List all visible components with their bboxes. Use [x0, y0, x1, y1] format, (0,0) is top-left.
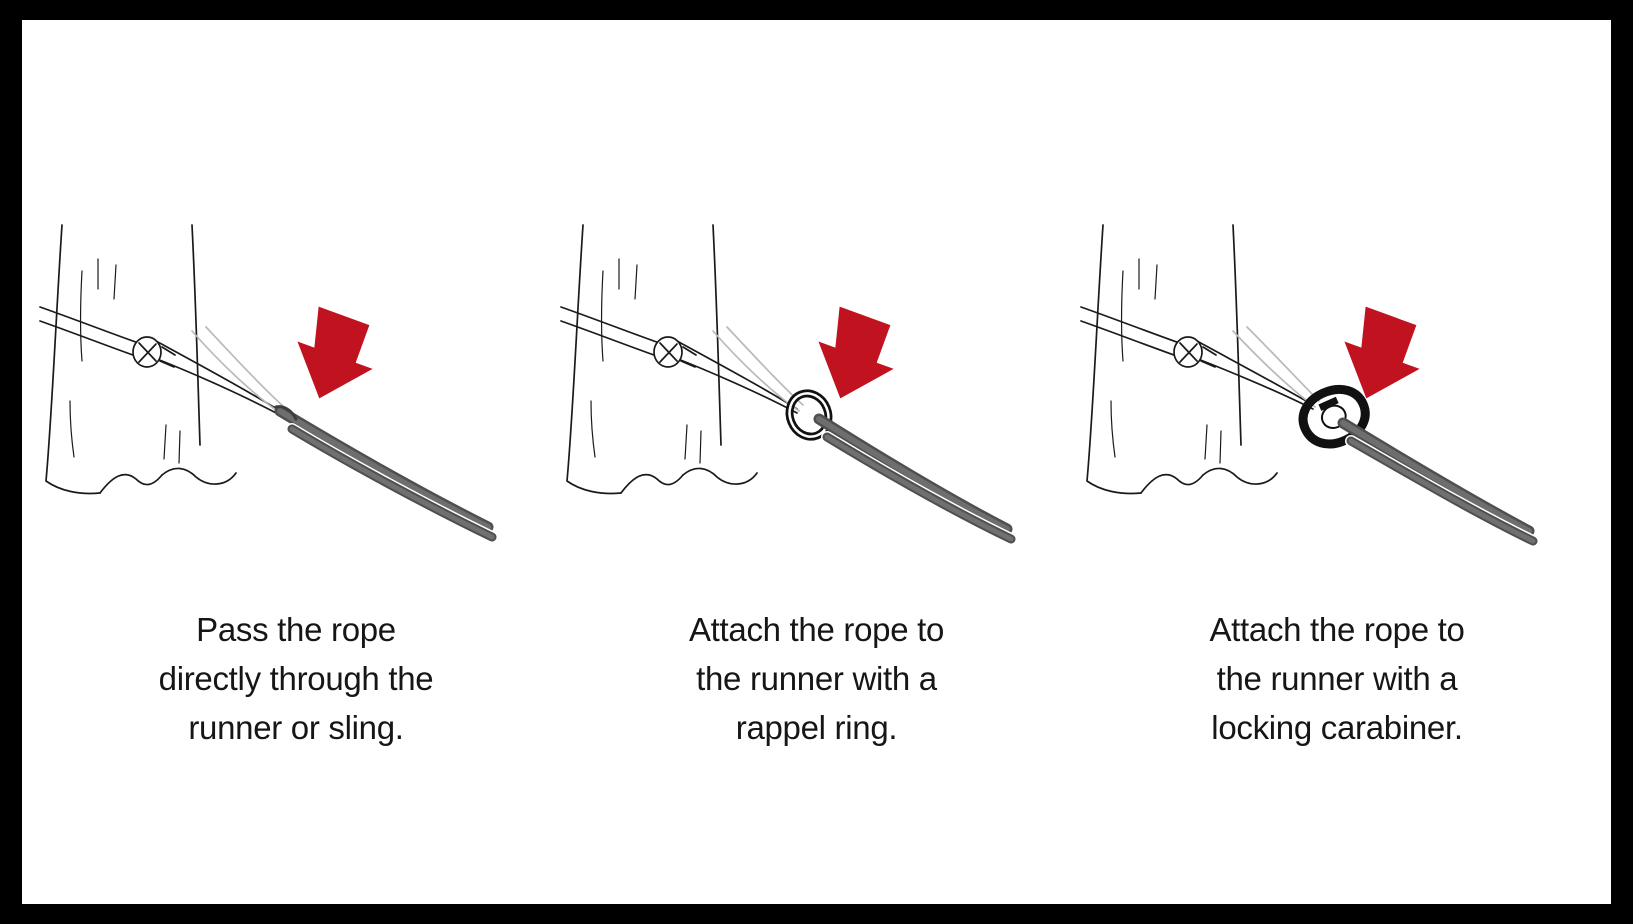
panel-3: [1081, 20, 1593, 904]
caption-line: Attach the rope to: [688, 611, 945, 648]
caption-line: rappel ring.: [735, 709, 898, 746]
caption-line: directly through the: [158, 660, 434, 697]
panel-3-caption: [1081, 605, 1593, 752]
figure-canvas: [22, 20, 1611, 904]
panel-1: [40, 20, 552, 904]
panel-2-caption: [561, 605, 1073, 752]
red-arrow-icon: [1329, 304, 1434, 412]
caption-line: Attach the rope to: [1209, 611, 1465, 648]
caption-line: the runner with a: [696, 660, 937, 697]
tree-with-runner-rope-direct: [40, 215, 552, 545]
tree-with-runner-rappel-ring: [561, 215, 1073, 545]
red-arrow-icon: [282, 304, 387, 412]
caption-line: locking carabiner.: [1211, 709, 1463, 746]
caption-line: runner or sling.: [188, 709, 404, 746]
caption-line: the runner with a: [1216, 660, 1458, 697]
tree-with-runner-locking-carabiner: [1081, 215, 1593, 545]
panel-row: [22, 20, 1611, 904]
caption-line: Pass the rope: [196, 611, 396, 648]
panel-1-caption: [40, 605, 552, 752]
panel-2: [561, 20, 1073, 904]
